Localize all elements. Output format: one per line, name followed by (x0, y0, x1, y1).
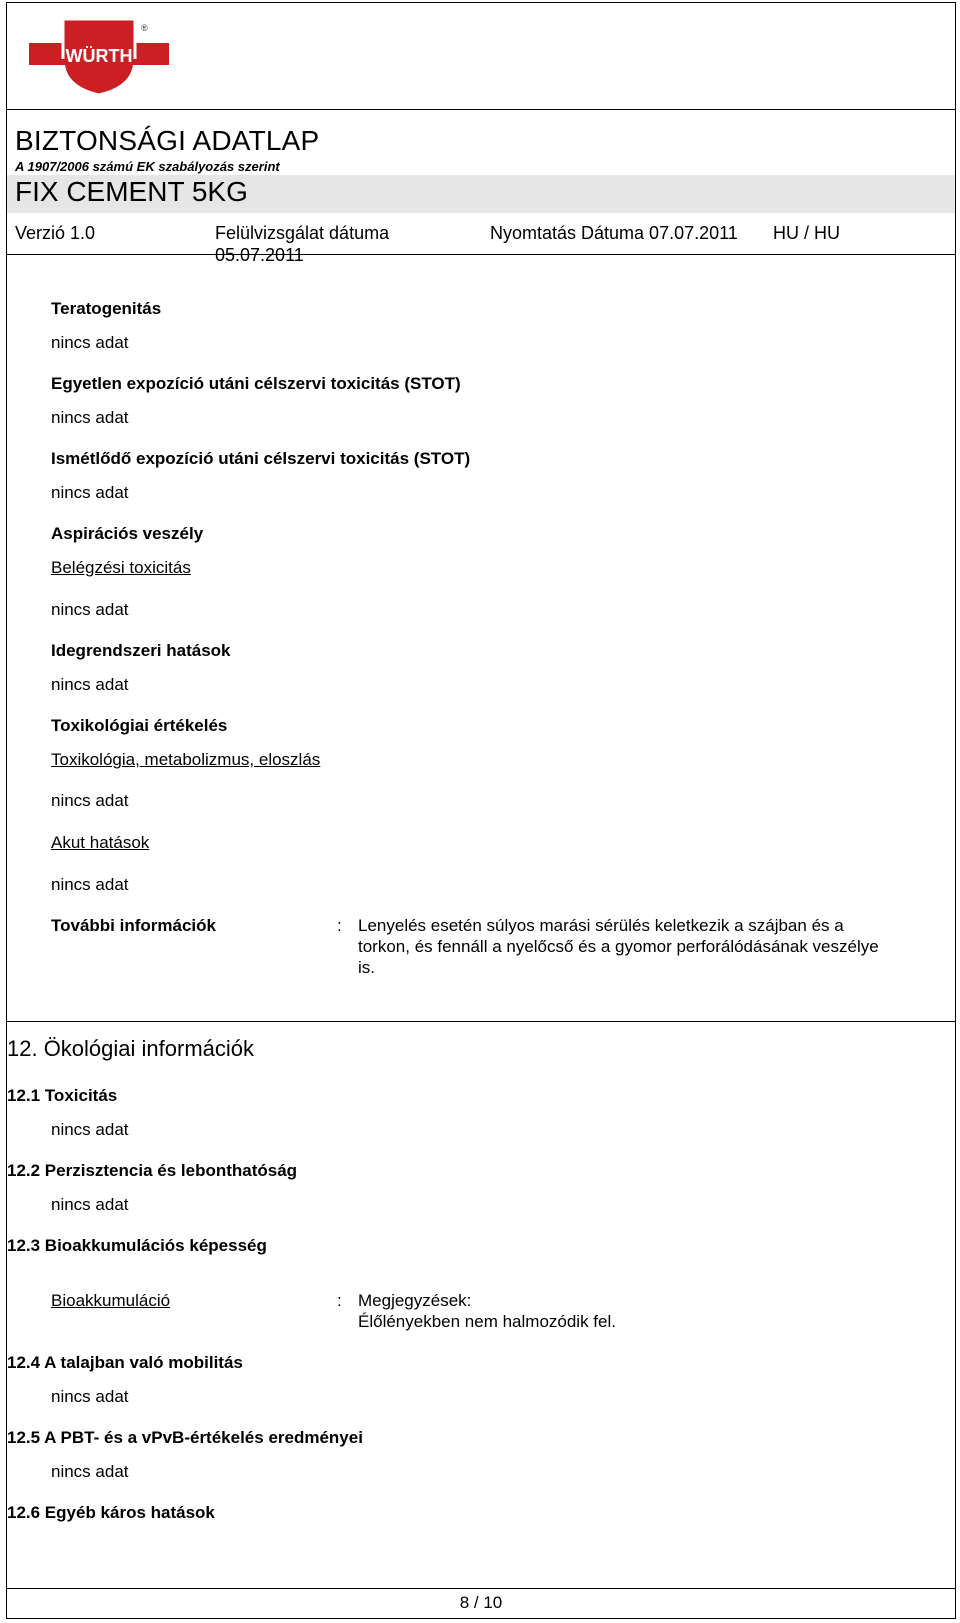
language: HU / HU (773, 223, 840, 243)
section-12-title: 12. Ökológiai információk (7, 1036, 255, 1061)
section-12-3-heading: 12.3 Bioakkumulációs képesség (7, 1236, 267, 1255)
further-info-line-1: Lenyelés esetén súlyos marási sérülés keletkezik a szájban és a (358, 916, 844, 935)
neuro-heading: Idegrendszeri hatások (51, 641, 231, 660)
stot-repeated-value: nincs adat (51, 483, 129, 502)
section-divider (7, 1021, 955, 1022)
meta-divider (7, 254, 955, 255)
tox-eval-value-1: nincs adat (51, 791, 129, 810)
further-info-line-3: is. (358, 958, 375, 977)
header-divider (7, 109, 955, 110)
page-number: 8 / 10 (459, 1593, 503, 1612)
section-12-6-heading: 12.6 Egyéb káros hatások (7, 1503, 215, 1522)
stot-repeated-heading: Ismétlődő expozíció utáni célszervi toxicitás (STOT) (51, 449, 471, 468)
section-12-5-value: nincs adat (51, 1462, 129, 1481)
section-12-4-heading: 12.4 A talajban való mobilitás (7, 1353, 243, 1372)
product-name: FIX CEMENT 5KG (15, 176, 248, 207)
stot-single-value: nincs adat (51, 408, 129, 427)
tox-eval-heading: Toxikológiai értékelés (51, 716, 228, 735)
further-info-colon: : (337, 916, 342, 935)
footer-divider (7, 1588, 955, 1589)
further-info-line-2: torkon, és fennáll a nyelőcső és a gyomor perforálódásának veszélye (358, 937, 879, 956)
bioaccumulation-line-1: Megjegyzések: (358, 1291, 472, 1310)
section-12-5-heading: 12.5 A PBT- és a vPvB-értékelés eredményei (7, 1428, 363, 1447)
bioaccumulation-colon: : (337, 1291, 342, 1310)
wurth-logo (7, 3, 957, 111)
section-12-2-heading: 12.2 Perzisztencia és lebonthatóság (7, 1161, 298, 1180)
aspiration-heading: Aspirációs veszély (51, 524, 204, 543)
stot-single-heading: Egyetlen expozíció utáni célszervi toxicitás (STOT) (51, 374, 461, 393)
document-page (6, 2, 956, 1619)
aspiration-subheading: Belégzési toxicitás (51, 558, 191, 577)
logo-text: WÜRTH (65, 46, 133, 66)
bioaccumulation-label: Bioakkumuláció (51, 1291, 171, 1310)
header-logo-area (7, 3, 957, 111)
bioaccumulation-line-2: Élőlényekben nem halmozódik fel. (358, 1312, 616, 1331)
neuro-value: nincs adat (51, 675, 129, 694)
svg-text:®: ® (141, 23, 148, 33)
section-12-2-value: nincs adat (51, 1195, 129, 1214)
teratogenity-heading: Teratogenitás (51, 299, 162, 318)
revision-date: 05.07.2011 (215, 245, 304, 265)
section-12-1-heading: 12.1 Toxicitás (7, 1086, 118, 1105)
revision-label: Felülvizsgálat dátuma (215, 223, 390, 243)
document-subtitle: A 1907/2006 számú EK szabályozás szerint (15, 159, 280, 174)
section-12-4-value: nincs adat (51, 1387, 129, 1406)
document-title: BIZTONSÁGI ADATLAP (15, 125, 320, 156)
version: Verzió 1.0 (15, 223, 96, 243)
print-date: Nyomtatás Dátuma 07.07.2011 (490, 223, 738, 243)
tox-eval-value-2: nincs adat (51, 875, 129, 894)
tox-eval-subheading-2: Akut hatások (51, 833, 150, 852)
tox-eval-subheading-1: Toxikológia, metabolizmus, eloszlás (51, 750, 321, 769)
further-info-label: További információk (51, 916, 216, 935)
aspiration-value: nincs adat (51, 600, 129, 619)
teratogenity-value: nincs adat (51, 333, 129, 352)
section-12-1-value: nincs adat (51, 1120, 129, 1139)
